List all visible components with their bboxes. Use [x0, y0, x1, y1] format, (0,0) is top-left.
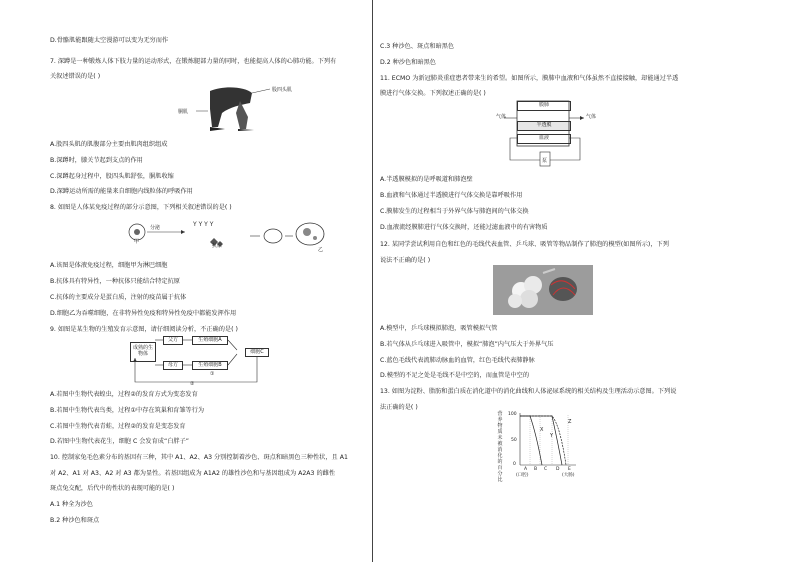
xsub-right: (大肠): [562, 473, 575, 478]
curve-x: [520, 416, 542, 465]
q13-stem: 13. 如图为淀粉、脂肪和蛋白质在消化道中的消化曲线和人体泌尿系统的相关结构及生理活动示意图。下列说: [380, 388, 677, 395]
column-divider: [372, 0, 373, 562]
q9-option-c: C.若图中生物代表青蛙，过程②的发育是变态发育: [50, 423, 186, 430]
membrane-lung-top: 膜肺: [517, 101, 571, 111]
xtick-a: A: [524, 467, 528, 472]
q11-option-c: C.膜肺发生的过程相当于外界气体与肺泡间的气体交换: [380, 208, 529, 215]
label-step1: ①: [210, 371, 215, 377]
q7-stem-2: 关叙述错误的是( ): [50, 73, 101, 80]
q11-option-b: B.血液和气体通过半透膜进行气体交换是靠呼吸作用: [380, 192, 523, 199]
q8-option-c: C.抗体的主要成分是蛋白质，注射的疫苗属于抗体: [50, 294, 187, 301]
q12-option-c: C.蓝色毛线代表流肺动脉血的血管，红色毛线代表肺静脉: [380, 357, 535, 364]
label-step2: ②: [190, 381, 195, 387]
ecmo-figure: [500, 98, 610, 170]
q13-stem-2: 法正确的是( ): [380, 404, 418, 411]
q12-stem: 12. 某同学尝试利用自色和红色的毛线代表血管、乒乓球、吸管等物品制作了肺泡的模型(如图所示)，下列: [380, 241, 669, 248]
chart-ylabel: 营养物质未被消化的百分比: [497, 411, 503, 483]
immune-figure: [125, 214, 345, 254]
q10-option-c: C.3 种沙色、斑点和暗黑色: [380, 43, 455, 50]
xsub-left: (口腔): [516, 473, 529, 478]
svg-text:Y Y Y Y: Y Y Y Y: [193, 221, 214, 228]
q7-option-c: C.深蹲起身过程中，股四头肌舒张，胴肌收缩: [50, 173, 174, 180]
q10-stem-3: 斑点兔交配，后代中的性状的表现可能的是( ): [50, 485, 175, 492]
curve-z: [520, 416, 566, 465]
q7-option-a: A.股四头肌的肌腹部分主要由肌肉组织组成: [50, 141, 168, 148]
box-cellC: 细胞C: [245, 348, 269, 357]
q9-stem: 9. 如图是某生物的生殖发育示意图，请仔细阅读分析，不正确的是( ): [50, 326, 238, 333]
label-secrete: 分泌: [150, 225, 161, 231]
q7-option-b: B.深蹲时，膝关节起到支点的作用: [50, 157, 143, 164]
box-mother: 母方: [163, 361, 183, 370]
q10-option-d: D.2 种沙色和暗黑色: [380, 59, 436, 66]
box-father: 父方: [163, 336, 183, 345]
semi-membrane: 半透膜: [517, 121, 571, 131]
q11-option-a: A.半透膜模拟的是呼吸道和肺泡壁: [380, 176, 473, 183]
q8-option-d: D.细胞乙为吞噬细胞，在非特异性免疫和特异性免疫中都能发挥作用: [50, 310, 237, 317]
q7-option-d: D.深蹲运动所需的能量来自细胞内线粒体的呼吸作用: [50, 188, 193, 195]
xtick-c: C: [544, 467, 548, 472]
foot-shape: [210, 127, 254, 131]
q10-stem-2: 对 A2、A1 对 A3、A2 对 A3 都为显性。若基因组成为 A1A2 的雄性沙色和与基因组成为 A2A3 的雌性: [50, 470, 336, 477]
q9-option-a: A.若图中生物代表蝗虫，过程②的发育方式为变态发育: [50, 391, 198, 398]
q12-stem-2: 说法不正确的是( ): [380, 257, 431, 264]
q10-option-a: A.1 种全为沙色: [50, 501, 93, 508]
lifecycle-arrows: [125, 330, 285, 390]
blood-chamber: 血液: [517, 134, 571, 144]
xtick-e: E: [568, 467, 571, 472]
ytick-100: 100: [508, 412, 517, 417]
q11-stem-2: 膜进行气体交换。下列叙述正确的是( ): [380, 90, 486, 97]
curve-label-z: Z: [568, 419, 572, 425]
label-antigen: 抗原: [212, 243, 223, 249]
label-gas-out: 气体: [586, 114, 597, 120]
label-gas-in: 气体: [496, 114, 507, 120]
label-yi: 乙: [318, 247, 324, 253]
box-sperm: 生殖细胞A: [192, 336, 228, 345]
q10-stem: 10. 控制家兔毛色素分布的基因有三种，其中 A1、A2、A3 分别控制着沙色、斑点和暗黑色三种性状，且 A1: [50, 454, 348, 461]
q8-option-b: B.抗体具有特异性，一种抗体只能结合特定抗原: [50, 278, 180, 285]
antigen-antibody-complex: [264, 229, 282, 243]
box-egg: 生殖细胞B: [192, 361, 228, 370]
q7-stem: 7. 深蹲是一种锻炼人体下肢力量的运动形式，在锻炼腿部力量的同时，也能提高人体的心肺功能。下列有: [50, 58, 337, 65]
q8-option-a: A.该图是体液免疫过程，细胞甲为淋巴细胞: [50, 262, 168, 269]
q12-option-d: D.模型的不足之处是毛线不是中空的，而血管是中空的: [380, 372, 530, 379]
q11-option-d: D.血液流经膜肺进行气体交换时，还能过滤血液中的有害物质: [380, 224, 548, 231]
alveoli-model-photo: [493, 265, 593, 315]
q12-option-a: A.模型中，乒乓球模拟肺泡，吸管模拟气管: [380, 325, 498, 332]
label-jia: 甲: [134, 239, 140, 245]
q9-option-b: B.若图中生物代表鸟类，过程①中存在筑巢和育雏等行为: [50, 407, 205, 414]
label-pump: 泵: [542, 158, 548, 164]
box-mature: 成熟的生物体: [130, 342, 156, 362]
q11-stem: 11. ECMO 为新冠肺炎重症患者带来生的希望。如图所示，膜肺中血液和气体虽然不直接接触，却能通过半透: [380, 75, 679, 82]
q9-option-d: D.若图中生物代表花生，细胞 C 会发育成“白胖子”: [50, 438, 189, 445]
q12-option-b: B.若气体从乒乓球进入吸管中，模拟“肺泡”内气压大于外界气压: [380, 341, 554, 348]
q10-option-b: B.2 种沙色和斑点: [50, 517, 100, 524]
label-quadriceps: 股四头肌: [272, 87, 293, 93]
curve-label-x: X: [540, 427, 544, 433]
label-gastro: 胴肌: [178, 109, 189, 115]
curve-y: [520, 416, 562, 465]
xtick-d: D: [556, 467, 560, 472]
curve-label-y: Y: [550, 433, 554, 439]
ytick-50: 50: [511, 438, 517, 443]
xtick-b: B: [534, 467, 538, 472]
q8-stem: 8. 如图是人体某免疫过程的部分示意图，下列相关叙述错误的是( ): [50, 204, 232, 211]
ytick-0: 0: [513, 462, 516, 467]
q6-option-d: D.骨骼肌能跟随太空漫游可以变为无穷而作: [50, 37, 169, 44]
